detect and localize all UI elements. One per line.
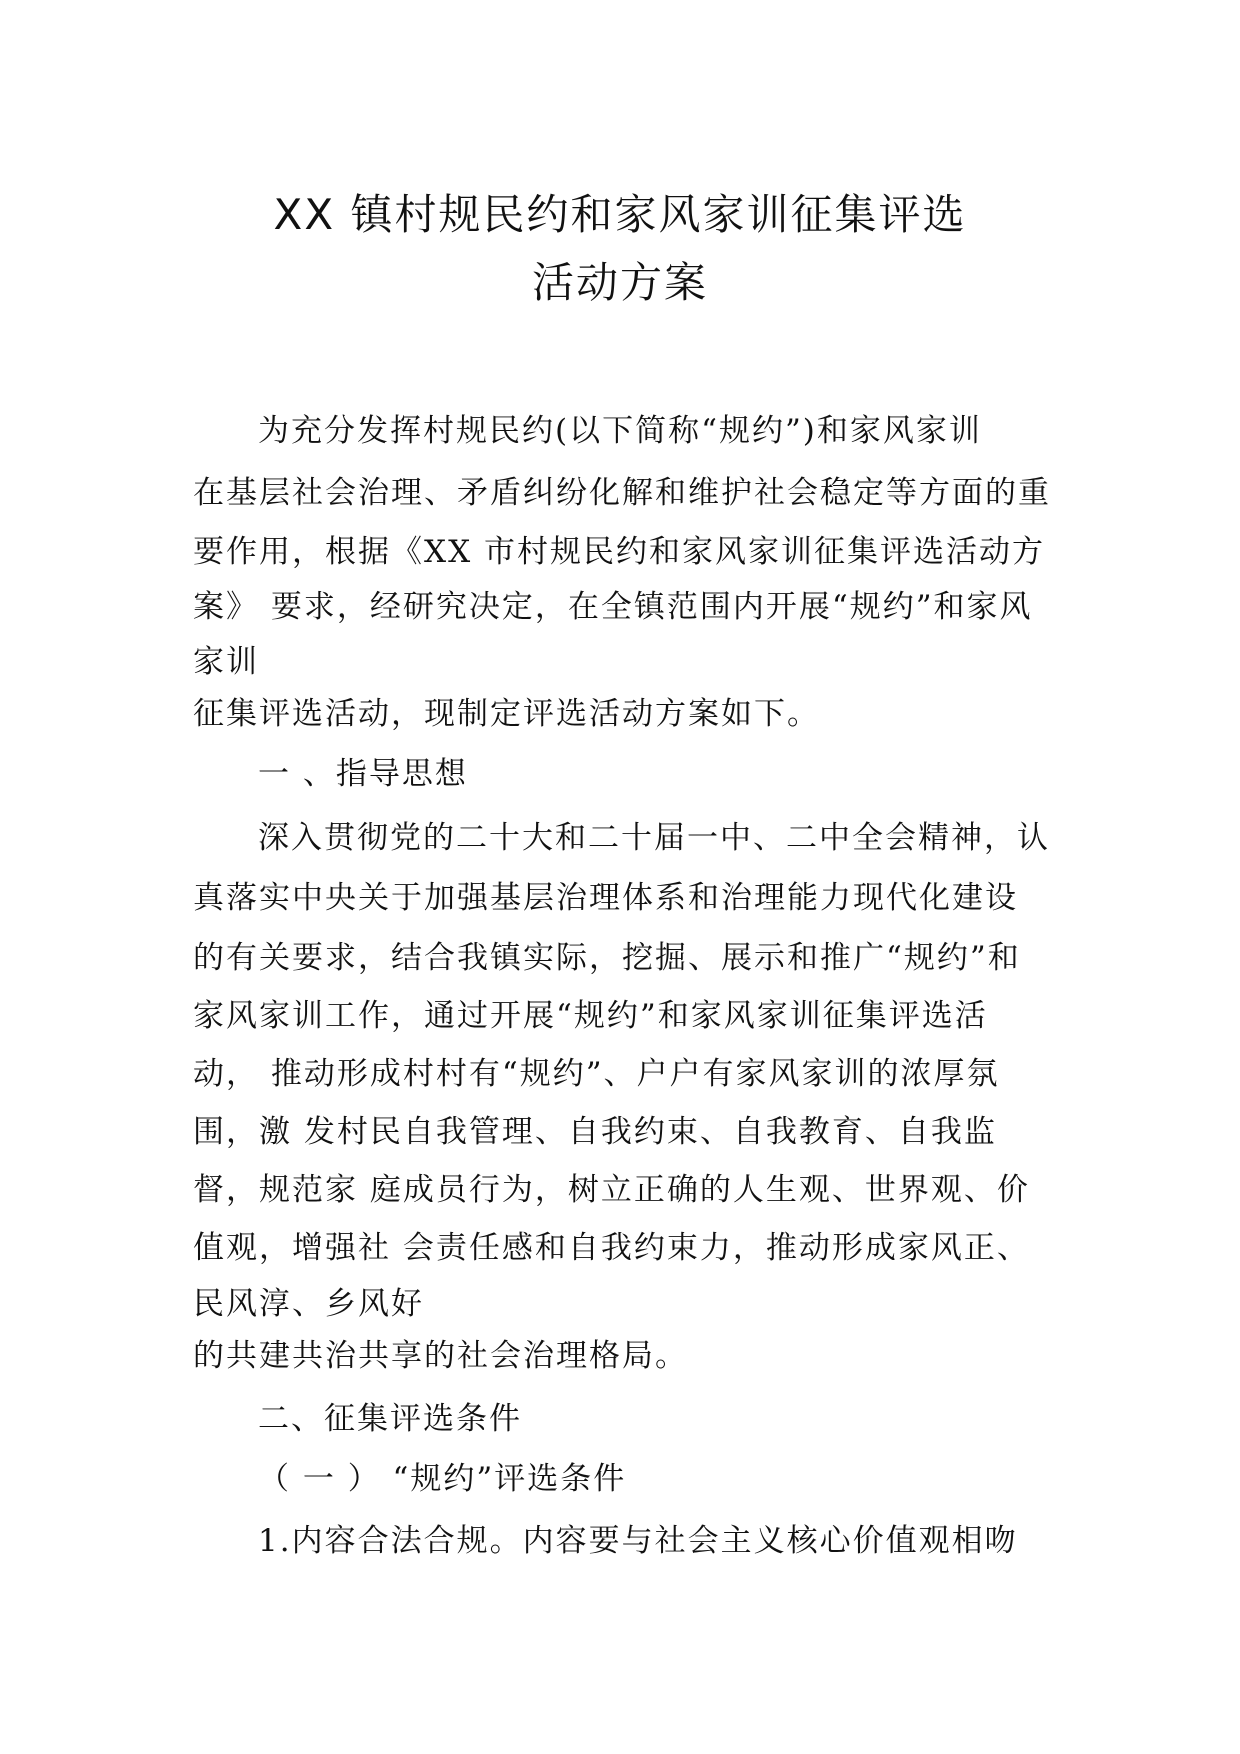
body-line-10: 的有关要求，结合我镇实际，挖掘、展示和推广“规约”和	[193, 940, 1021, 976]
body-line-6: 征集评选活动，现制定评选活动方案如下。	[193, 696, 820, 732]
body-line-20: 1.内容合法合规。内容要与社会主义核心价值观相吻	[258, 1523, 1018, 1559]
body-line-15: 值观，增强社 会责任感和自我约束力，推动形成家风正、	[193, 1230, 1030, 1266]
document-title-line-1: XX 镇村规民约和家风家训征集评选	[273, 190, 967, 239]
body-line-1: 为充分发挥村规民约(以下简称“规约”)和家风家训	[258, 413, 982, 449]
section-heading-2: 二、征集评选条件	[258, 1401, 522, 1437]
body-line-4: 案》 要求，经研究决定，在全镇范围内开展“规约”和家风	[193, 589, 1033, 625]
body-line-8: 深入贯彻党的二十大和二十届一中、二中全会精神，认	[258, 820, 1050, 856]
section-heading-1: 一 、指导思想	[258, 756, 468, 792]
document-title-line-2: 活动方案	[531, 258, 708, 307]
body-line-13: 围，激 发村民自我管理、自我约束、自我教育、自我监	[193, 1114, 997, 1150]
body-line-3: 要作用，根据《XX 市村规民约和家风家训征集评选活动方	[193, 534, 1045, 570]
body-line-5: 家训	[193, 644, 259, 680]
body-line-17: 的共建共治共享的社会治理格局。	[193, 1338, 688, 1374]
body-line-12: 动， 推动形成村村有“规约”、户户有家风家训的浓厚氛	[193, 1056, 1000, 1092]
body-line-11: 家风家训工作，通过开展“规约”和家风家训征集评选活	[193, 998, 988, 1034]
body-line-9: 真落实中央关于加强基层治理体系和治理能力现代化建设	[193, 880, 1018, 916]
body-line-16: 民风淳、乡风好	[193, 1286, 424, 1322]
body-line-14: 督，规范家 庭成员行为，树立正确的人生观、世界观、价	[193, 1172, 1030, 1208]
body-line-2: 在基层社会治理、矛盾纠纷化解和维护社会稳定等方面的重	[193, 475, 1051, 511]
subsection-heading-1: （ 一 ） “规约”评选条件	[258, 1461, 627, 1497]
